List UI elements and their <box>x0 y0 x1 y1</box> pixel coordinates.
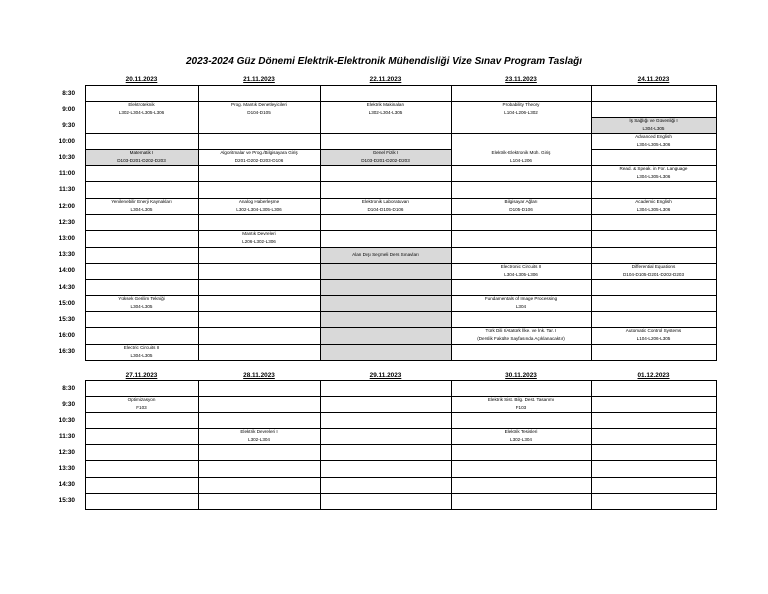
exam-rooms: L104-L206-L305 <box>636 336 671 341</box>
exam-rooms: L304-L305 <box>642 126 665 131</box>
exam-cell <box>85 101 198 117</box>
time-label: 10:00 <box>58 138 75 145</box>
exam-rooms: L304-L305-L306 <box>636 174 671 179</box>
exam-rooms: L304-L305-L306 <box>636 142 671 147</box>
time-label: 10:30 <box>58 417 75 424</box>
exam-name: Read. & Speak. in For. Language <box>619 166 688 171</box>
exam-name: Genel Fizik I <box>372 150 399 155</box>
exam-rooms: D105-D106 <box>509 207 533 212</box>
exam-cell <box>198 149 320 165</box>
exam-cell <box>451 396 591 412</box>
exam-rooms: D104-D105-D106 <box>367 207 404 212</box>
date-header: 22.11.2023 <box>369 76 402 83</box>
exam-cell <box>198 198 320 214</box>
exam-rooms: D104-D105-D201-D202-D203 <box>622 272 685 277</box>
time-label: 10:30 <box>58 154 75 161</box>
time-label: 11:30 <box>59 433 75 440</box>
exam-cell <box>198 428 320 444</box>
exam-name: Yenilenebilir Enerji Kaynakları <box>111 199 172 204</box>
exam-cell <box>85 149 198 165</box>
time-label: 14:30 <box>58 284 75 291</box>
time-label: 13:30 <box>58 465 75 472</box>
time-label: 9:30 <box>62 122 75 129</box>
exam-cell <box>451 428 591 444</box>
exam-rooms: L304-L305 <box>130 207 153 212</box>
exam-cell <box>320 247 451 263</box>
time-label: 13:00 <box>58 235 75 242</box>
date-header: 30.11.2023 <box>505 372 537 379</box>
exam-name: Algoritmalar ve Prog./Bilgisayara Giriş <box>220 150 298 155</box>
time-label: 14:00 <box>58 267 75 274</box>
exam-cell <box>451 101 591 117</box>
exam-name: İş Sağlığı ve Güvenliği I <box>629 118 678 123</box>
exam-name: Yüksek Gerilim Tekniği <box>118 296 165 301</box>
time-label: 13:30 <box>58 251 75 258</box>
time-label: 12:30 <box>58 449 75 456</box>
time-label: 8:30 <box>62 385 75 392</box>
exam-name: Automatic Control Systems <box>625 328 682 333</box>
exam-cell <box>320 198 451 214</box>
exam-name: Prog. Mantık Denetleyicileri <box>231 102 287 107</box>
exam-rooms: D104-D105 <box>247 110 271 115</box>
exam-cell <box>591 263 716 279</box>
time-label: 16:00 <box>58 332 75 339</box>
exam-cell <box>451 327 591 343</box>
time-label: 9:30 <box>62 401 75 408</box>
time-label: 11:30 <box>59 186 75 193</box>
exam-rooms: L302-L304 <box>248 437 270 442</box>
exam-name: Bilgisayar Ağları <box>504 199 538 204</box>
exam-cell <box>591 327 716 343</box>
time-label: 15:00 <box>58 300 75 307</box>
exam-cell <box>85 396 198 412</box>
exam-rooms: L304 <box>515 304 527 309</box>
exam-name: Elektronik Laboratuvarı <box>361 199 410 204</box>
exam-name: Elektrik Makinaları <box>366 102 405 107</box>
exam-rooms: F103 <box>136 405 147 410</box>
time-label: 16:30 <box>58 348 75 355</box>
exam-rooms: L302-L304-L305 <box>368 110 403 115</box>
exam-rooms: D103-D201-D202-D203 <box>361 158 410 163</box>
exam-cell <box>451 295 591 311</box>
time-label: 8:30 <box>62 90 75 97</box>
exam-name: Elektrik Sist. Bilg. Dest. Tasarımı <box>487 397 555 402</box>
time-label: 15:30 <box>58 316 75 323</box>
exam-name: Matematik I <box>129 150 154 155</box>
date-header: 27.11.2023 <box>125 372 158 379</box>
exam-cell <box>198 101 320 117</box>
exam-cell <box>451 198 591 214</box>
exam-rooms: L302-L304-L305-L306 <box>118 110 165 115</box>
exam-name: Advanced English <box>635 134 672 139</box>
exam-name: Fundamentals of Image Processing <box>484 296 558 301</box>
date-header: 21.11.2023 <box>243 76 275 83</box>
exam-name: Differential Equations <box>631 264 676 269</box>
exam-rooms: L206-L302-L306 <box>242 239 276 244</box>
exam-cell <box>320 101 451 117</box>
exam-rooms: L104-L206 <box>510 158 532 163</box>
exam-name: Elektroteknik <box>128 102 155 107</box>
exam-name: Türk Dili I/Atatürk İlke. ve İnk. Tar. I <box>485 328 557 333</box>
time-label: 12:30 <box>58 219 75 226</box>
time-label: 11:00 <box>59 170 75 177</box>
exam-name: Electronic Circuits II <box>500 264 542 269</box>
page-title: 2023-2024 Güz Dönemi Elektrik-Elektronik Mühendisliği Vize Sınav Program Taslağı <box>185 56 583 67</box>
exam-name: Electric Circuits II <box>123 345 160 350</box>
exam-name: Optimizasyon <box>127 397 156 402</box>
date-header: 28.11.2023 <box>243 372 275 379</box>
time-label: 15:30 <box>58 497 75 504</box>
date-header: 01.12.2023 <box>637 372 670 379</box>
exam-name: Academic English <box>635 199 672 204</box>
exam-name: Elektrik Tesisleri <box>504 429 538 434</box>
exam-cell <box>451 263 591 279</box>
date-header: 20.11.2023 <box>125 76 158 83</box>
exam-rooms: L304-L305 <box>130 353 153 358</box>
exam-cell <box>85 344 198 360</box>
exam-cell <box>198 230 320 246</box>
exam-name: Elektrik Devreleri I <box>240 429 278 434</box>
exam-cell <box>85 295 198 311</box>
exam-cell <box>451 149 591 165</box>
exam-rooms: L302-L304-L305-L306 <box>236 207 282 212</box>
exam-cell <box>591 165 716 181</box>
exam-rooms: D103-D201-D202-D203 <box>117 158 166 163</box>
exam-rooms: D201-D202-D203-D106 <box>234 158 284 163</box>
exam-rooms: L304-L305 <box>130 304 153 309</box>
exam-cell <box>591 117 716 133</box>
exam-rooms: L104-L206-L302 <box>504 110 538 115</box>
date-header: 24.11.2023 <box>637 76 670 83</box>
exam-cell <box>591 133 716 149</box>
exam-cell <box>591 198 716 214</box>
exam-name: Mantık Devreleri <box>242 231 276 236</box>
exam-cell <box>320 149 451 165</box>
time-label: 9:00 <box>62 106 75 113</box>
time-label: 14:30 <box>58 481 75 488</box>
exam-rooms: L304-L305-L306 <box>504 272 538 277</box>
exam-rooms: L302-L304 <box>510 437 532 442</box>
exam-name: Analog Haberleşme <box>238 199 280 204</box>
exam-cell <box>85 198 198 214</box>
exam-name: Elektrik-Elektronik Müh. Giriş <box>491 150 551 155</box>
date-header: 23.11.2023 <box>505 76 537 83</box>
exam-rooms: (Derslik Fakülte Sayfasında Açıklanacaktır) <box>477 336 565 341</box>
exam-rooms: L304-L305-L306 <box>636 207 671 212</box>
exam-name: Probability Theory <box>502 102 540 107</box>
exam-rooms: F103 <box>515 405 527 410</box>
date-header: 29.11.2023 <box>369 372 402 379</box>
exam-name: Alan Dışı Seçmeli Ders Sınavları <box>352 252 419 257</box>
time-label: 12:00 <box>58 203 75 210</box>
